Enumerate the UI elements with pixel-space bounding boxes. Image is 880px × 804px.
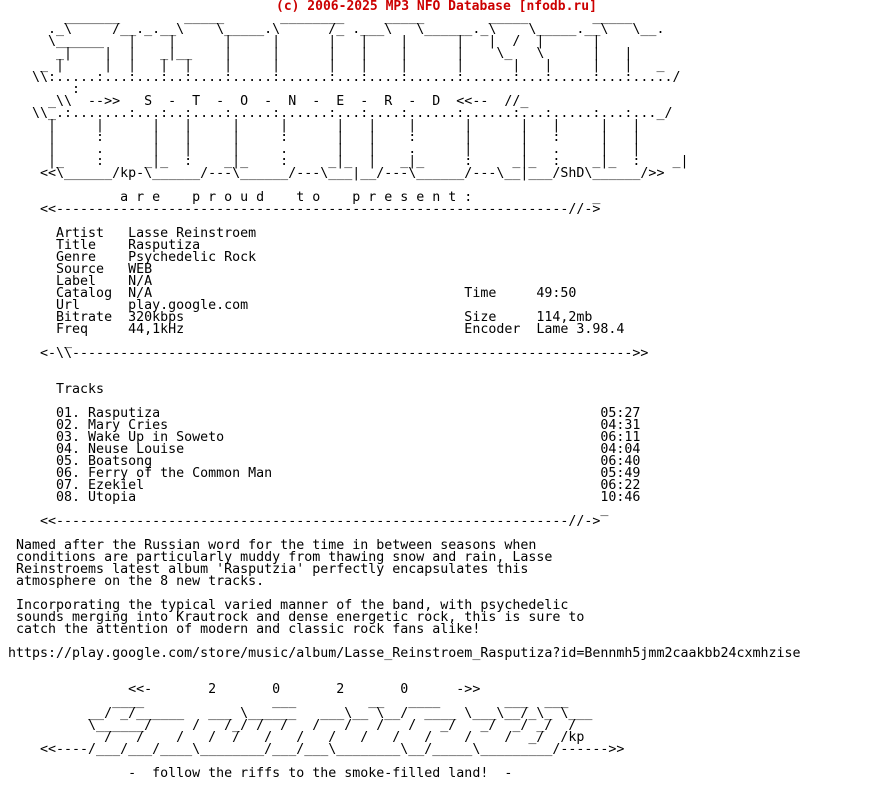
nfo-line: | . | | | . | | . | | . | | bbox=[8, 142, 641, 157]
nfo-line: 08. Utopia 10:46 bbox=[8, 490, 641, 505]
nfo-line: conditions are particularly muddy from thawing snow and rain, Lasse bbox=[8, 550, 553, 565]
nfo-line: Incorporating the typical varied manner of the band, with psychedelic bbox=[8, 598, 569, 613]
nfo-line: | | | | | | | | | | | | | | bbox=[8, 118, 641, 133]
nfo-line: Bitrate 320kbps Size 114,2mb bbox=[8, 310, 593, 325]
nfo-line: / / / / / / / / / / / / / _/ /kp bbox=[8, 730, 585, 745]
nfo-line bbox=[8, 360, 801, 372]
nfo-line: 06. Ferry of the Common Man 05:49 bbox=[8, 466, 641, 481]
nfo-line: ____ ___ __ ____ ___ ___ bbox=[8, 694, 569, 709]
nfo-line: 03. Wake Up in Soweto 06:11 bbox=[8, 430, 641, 445]
nfo-line: <-\\---------------------------------------------------------------------->> bbox=[8, 346, 649, 361]
nfo-line: \\:.....:...:...:..:....:.....:......:...:....:......:......:...:.....:...:...../ bbox=[8, 70, 681, 85]
nfo-line: 02. Mary Cries 04:31 bbox=[8, 418, 641, 433]
nfo-line: https://play.google.com/store/music/album/Lasse_Reinstroem_Rasputiza?id=Bennmh5jmm2caakbb24cxmhzise bbox=[8, 646, 801, 661]
nfo-line: 05. Boatsong 06:40 bbox=[8, 454, 641, 469]
nfo-line: catch the attention of modern and classic rock fans alike! bbox=[8, 622, 481, 637]
nfo-line: Artist Lasse Reinstroem bbox=[8, 226, 257, 241]
nfo-line: _ bbox=[8, 502, 609, 517]
nfo-line: \\_.:.......:...:..:....:.....:......:...:....:......:......:...:.....:...:..._/ bbox=[8, 106, 673, 121]
nfo-line: Catalog N/A Time 49:50 bbox=[8, 286, 577, 301]
nfo-line: a r e p r o u d t o p r e s e n t : _ bbox=[8, 190, 601, 205]
nfo-line: Genre Psychedelic Rock bbox=[8, 250, 257, 265]
nfo-line: _\\ -->> S - T - O - N - E - R - D <<-- //_ bbox=[8, 94, 529, 109]
nfo-line: Freq 44,1kHz Encoder Lame 3.98.4 bbox=[8, 322, 625, 337]
nfo-document bbox=[8, 0, 801, 780]
nfo-line: _ bbox=[8, 334, 73, 349]
nfo-line: Source WEB bbox=[8, 262, 153, 277]
nfo-line: 01. Rasputiza 05:27 bbox=[8, 406, 641, 421]
nfo-line bbox=[8, 660, 801, 672]
nfo-line: <<\______/kp-\______/---\______/---\___|__/---\______/---\__|___/ShD\______/>> bbox=[8, 166, 665, 181]
nfo-line: <<----/___/___/____\________/___/___\________\__/_____\_________/------>> bbox=[8, 742, 625, 757]
nfo-line: 07. Ezekiel 06:22 bbox=[8, 478, 641, 493]
nfo-line: <<----------------------------------------------------------------//-> bbox=[8, 514, 601, 529]
nfo-line: __/ _/______ ___ \______ ___\__ \__/ ____ \___\__/_\_ \___ bbox=[8, 706, 593, 721]
nfo-line: Named after the Russian word for the time in between seasons when bbox=[8, 538, 537, 553]
nfo-line: - follow the riffs to the smoke-filled land! - bbox=[8, 766, 513, 781]
nfo-line bbox=[8, 372, 801, 384]
nfo-line: |_ : _|_ : _|_ : _|_ | _|_ : _|_ : _|_ : _| bbox=[8, 154, 689, 169]
nfo-line: Label N/A bbox=[8, 274, 153, 289]
nfo-line: \______/ / /_/ / / / / / / _/ _/ _/ _/ / bbox=[8, 718, 577, 733]
nfo-line: _______ _____ ________ _____ _____ _____ bbox=[8, 10, 641, 25]
nfo-line: <<----------------------------------------------------------------//-> bbox=[8, 202, 601, 217]
nfo-line: atmosphere on the 8 new tracks. bbox=[8, 574, 265, 589]
nfo-line: _ | | | | | | | | | | | | | | | _ bbox=[8, 58, 665, 73]
nfo-line: Reinstroems latest album 'Rasputzia' perfectly encapsulates this bbox=[8, 562, 529, 577]
nfodb-credit: (c) 2006-2025 MP3 NFO Database [nfodb.ru] bbox=[276, 0, 597, 14]
nfo-line: <<- 2 0 2 0 ->> bbox=[8, 682, 481, 697]
nfo-line: sounds merging into Krautrock and dense energetic rock, this is sure to bbox=[8, 610, 585, 625]
nfo-line: _| | | _|__ | | | | | | \_ \ | | bbox=[8, 46, 649, 61]
nfo-line: : bbox=[8, 82, 81, 97]
nfo-line: \______ | | | | | | | | | / | | bbox=[8, 34, 625, 49]
nfo-line: 04. Neuse Louise 04:04 bbox=[8, 442, 641, 457]
nfo-line: ._\ /__._.__\ \_____.\ /_ .___\ \______._\ \_____.__\ \__. bbox=[8, 22, 665, 37]
nfo-line: | : | | | : | | : | | : | | bbox=[8, 130, 641, 145]
nfo-line: Url play.google.com bbox=[8, 298, 249, 313]
nfo-line: Title Rasputiza bbox=[8, 238, 201, 253]
nfo-line: Tracks bbox=[8, 382, 105, 397]
